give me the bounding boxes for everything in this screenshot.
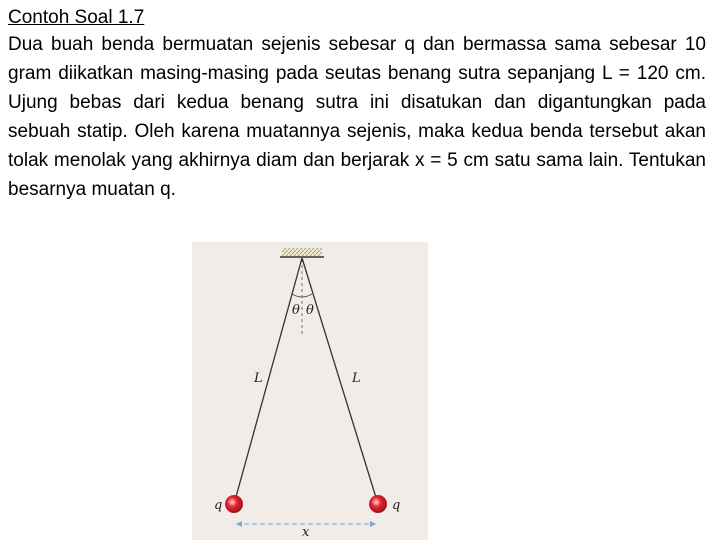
charged-ball-left <box>225 495 243 513</box>
ceiling-support <box>282 248 322 256</box>
pendulum-figure <box>192 242 428 540</box>
charge-left-label: q <box>214 498 223 513</box>
separation-arrow-right <box>370 521 376 527</box>
theta-left-label: θ <box>292 303 300 318</box>
thread-right <box>302 258 378 504</box>
separation-arrow-left <box>236 521 242 527</box>
problem-text: Dua buah benda bermuatan sejenis sebesar q dan bermassa sama sebesar 10 gram diikatkan masing-masing pada seutas benang sutra sepanjang L = 120 cm. Ujung bebas dari kedua benang sutra ini disatukan dan digantungkan pada sebuah statip. Oleh karena muatannya sejenis, maka kedua benda tersebut akan tolak menolak yang akhirnya diam dan berjarak x = 5 cm satu sama lain. Tentukan besarnya muatan q. <box>8 34 706 200</box>
length-left-label: L <box>254 371 263 386</box>
charged-ball-right <box>369 495 387 513</box>
thread-left <box>234 258 302 504</box>
length-right-label: L <box>352 371 361 386</box>
theta-right-label: θ <box>306 303 314 318</box>
separation-label: x <box>302 525 310 540</box>
charge-right-label: q <box>392 498 401 513</box>
problem-title: Contoh Soal 1.7 <box>8 7 145 28</box>
